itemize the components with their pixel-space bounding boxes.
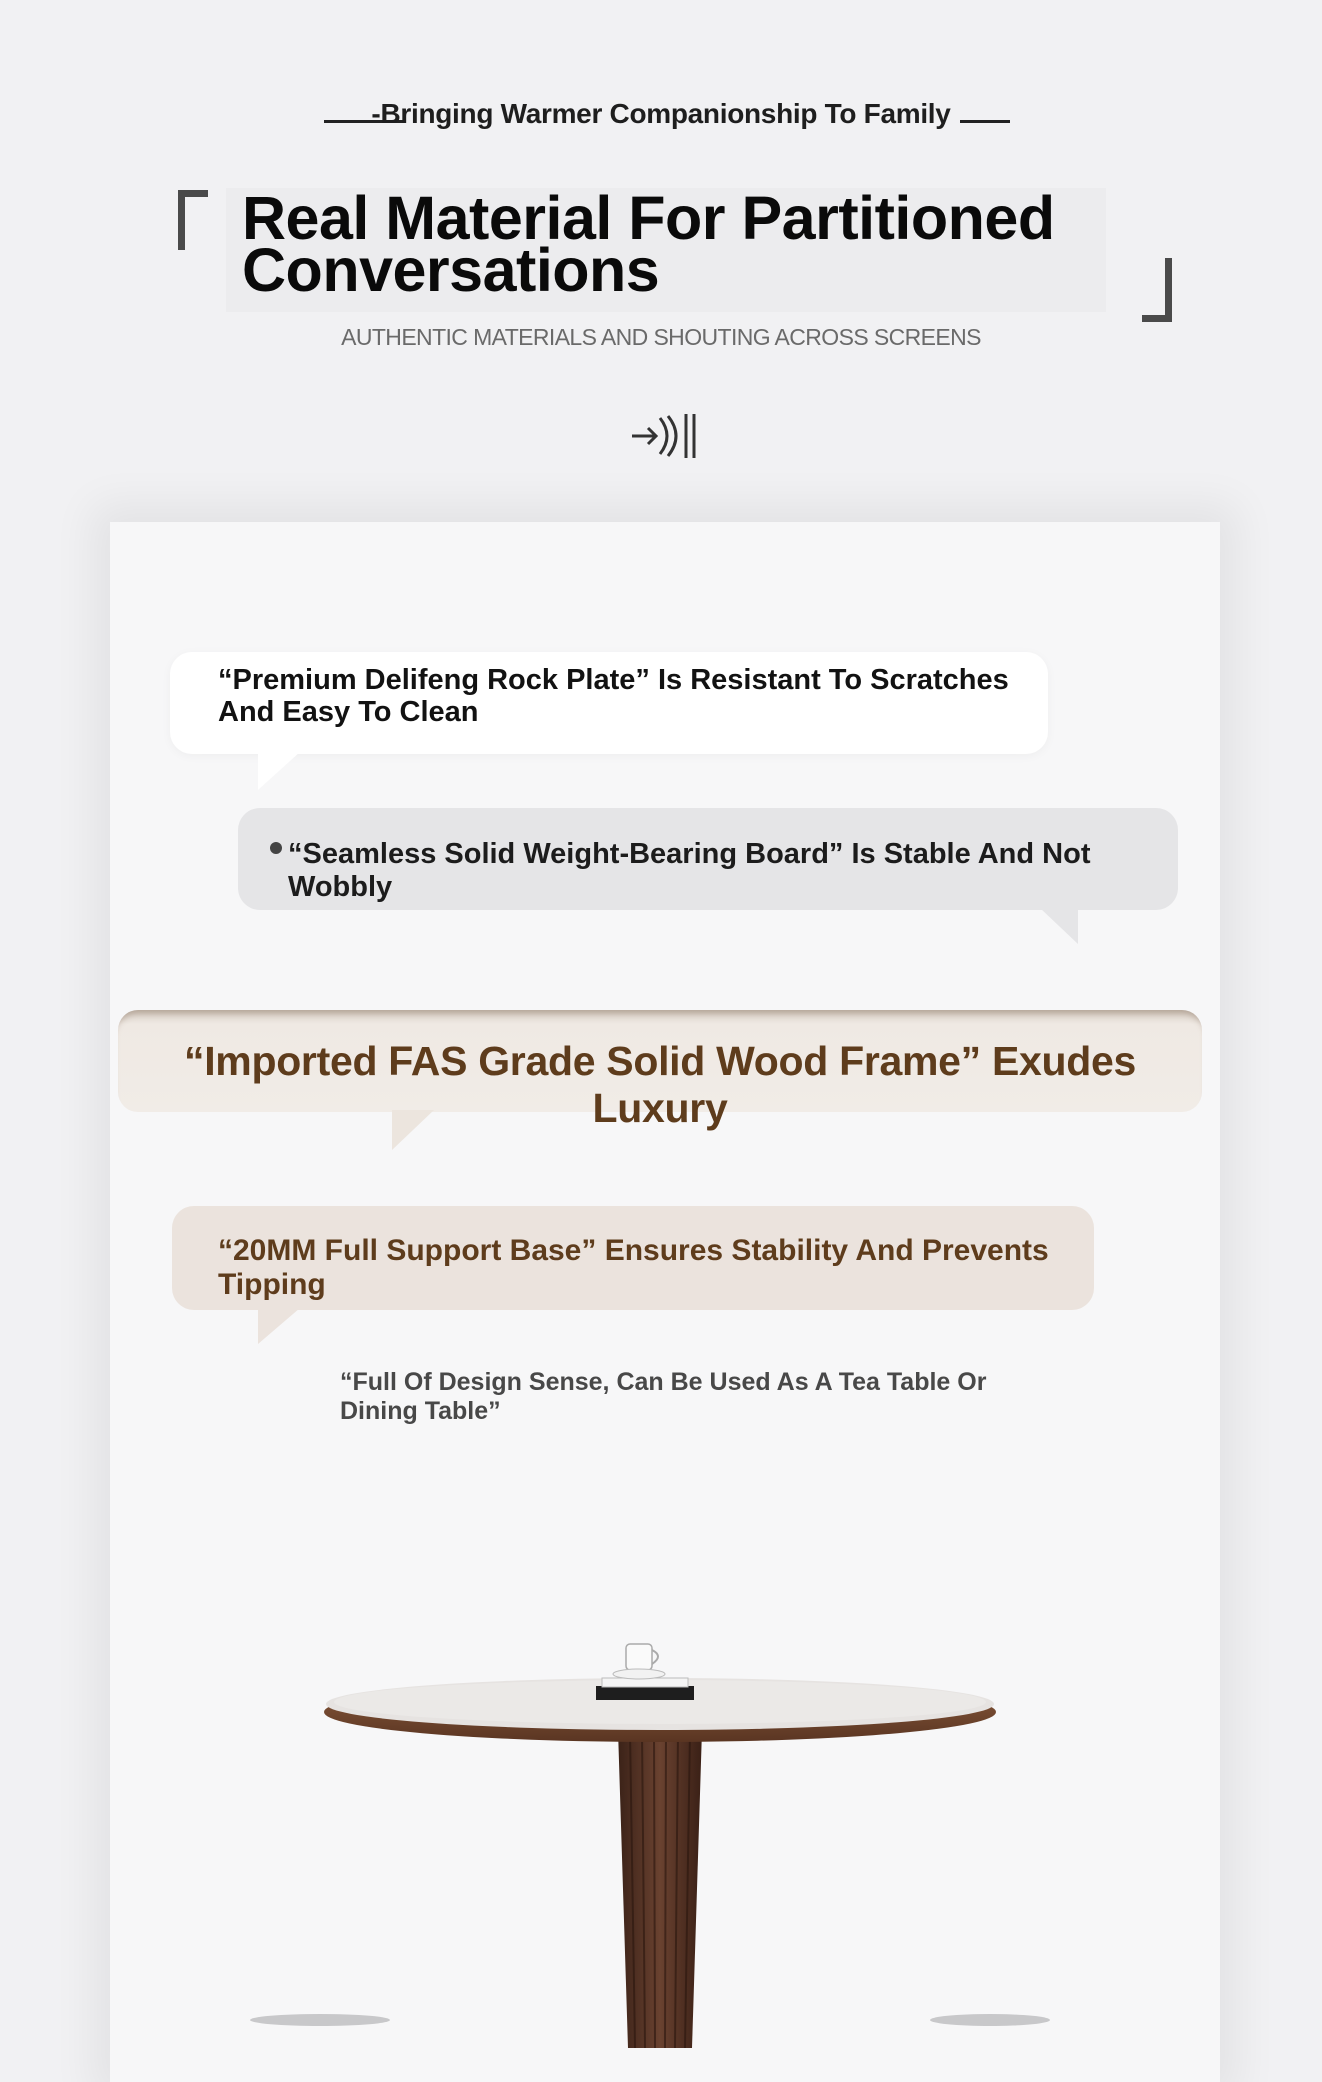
title-line-2: Conversations [242,236,660,304]
tagline: -Bringing Warmer Companionship To Family [371,98,951,129]
bubble-text-board: “Seamless Solid Weight-Bearing Board” Is Stable And Not Wobbly [288,838,1091,903]
design-sense-caption: “Full Of Design Sense, Can Be Used As A Tea Table Or Dining Table” [340,1368,987,1425]
bubble-tail [258,1308,300,1344]
scroll-down-arrow-icon [630,408,702,464]
page-title [242,184,1102,304]
bubble-text-base: “20MM Full Support Base” Ensures Stability And Prevents Tipping [218,1234,1049,1301]
bubble-tail [1040,908,1078,944]
title-line-1: Real Material For Partitioned [242,184,1055,252]
round-table-image [230,1620,1090,2048]
bracket-bottom-right-icon [1142,258,1172,322]
bracket-top-left-icon [178,190,208,250]
bubble-tail [258,752,300,790]
bubble-text-wood-frame: “Imported FAS Grade Solid Wood Frame” Exudes Luxury [184,1038,1136,1131]
page-subtitle: AUTHENTIC MATERIALS AND SHOUTING ACROSS SCREENS [341,324,981,350]
bubble-text-rock-plate: “Premium Delifeng Rock Plate” Is Resistant To Scratches And Easy To Clean [218,664,1009,728]
